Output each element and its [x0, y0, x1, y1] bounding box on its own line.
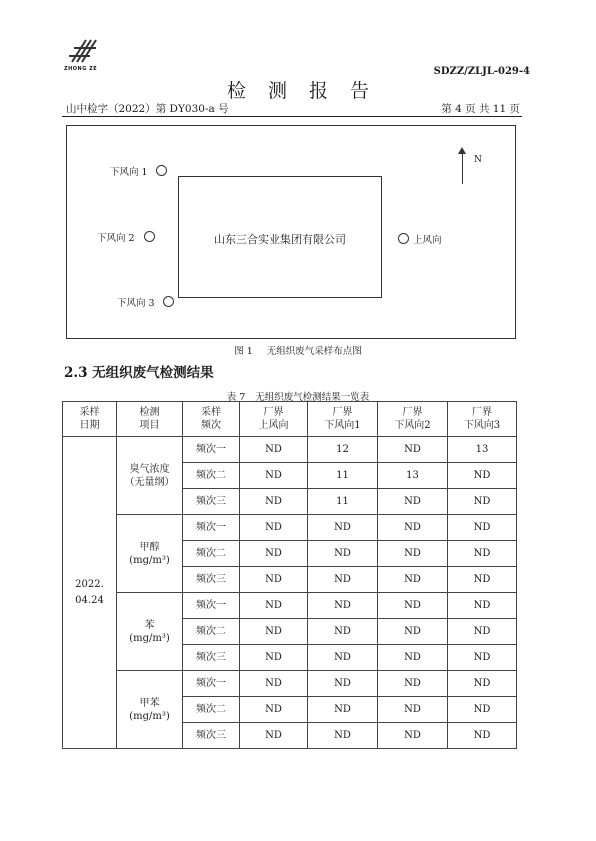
- value-cell: ND: [448, 541, 517, 567]
- logo-text: ZHONG ZE: [64, 66, 98, 72]
- value-cell: ND: [378, 515, 448, 541]
- frequency-cell: 频次二: [183, 697, 240, 723]
- page-title: 检测报告: [226, 80, 391, 102]
- value-cell: 13: [378, 463, 448, 489]
- value-cell: ND: [448, 671, 517, 697]
- value-cell: ND: [448, 515, 517, 541]
- value-cell: ND: [378, 671, 448, 697]
- section-heading: 2.3 无组织废气检测结果: [64, 365, 214, 381]
- value-cell: ND: [240, 645, 308, 671]
- value-cell: ND: [308, 515, 378, 541]
- table-caption-number: 表 7: [226, 392, 246, 403]
- value-cell: ND: [308, 645, 378, 671]
- value-cell: ND: [240, 541, 308, 567]
- value-cell: ND: [378, 593, 448, 619]
- downwind-1-point-icon: [156, 165, 167, 176]
- value-cell: 12: [308, 437, 378, 463]
- header-downwind-2: 厂界 下风向2: [378, 402, 448, 437]
- value-cell: 11: [308, 463, 378, 489]
- value-cell: ND: [308, 671, 378, 697]
- item-cell: 臭气浓度 （无量纲）: [117, 437, 183, 515]
- value-cell: ND: [378, 697, 448, 723]
- plant-name: 山东三合实业集团有限公司: [214, 233, 346, 246]
- value-cell: ND: [308, 697, 378, 723]
- value-cell: ND: [448, 619, 517, 645]
- value-cell: ND: [378, 723, 448, 749]
- frequency-cell: 频次一: [183, 437, 240, 463]
- north-arrow-shaft: [462, 151, 463, 184]
- figure-caption-number: 图 1: [234, 346, 253, 357]
- value-cell: ND: [378, 645, 448, 671]
- value-cell: ND: [240, 567, 308, 593]
- value-cell: ND: [240, 619, 308, 645]
- table-caption-text: 无组织废气检测结果一览表: [255, 392, 370, 403]
- value-cell: ND: [308, 593, 378, 619]
- header-frequency: 采样 频次: [183, 402, 240, 437]
- upwind-label: 上风向: [413, 235, 442, 246]
- figure-caption: [0, 343, 596, 357]
- value-cell: ND: [378, 437, 448, 463]
- value-cell: ND: [240, 671, 308, 697]
- value-cell: 13: [448, 437, 517, 463]
- value-cell: ND: [448, 593, 517, 619]
- value-cell: ND: [378, 541, 448, 567]
- table-row: [63, 515, 517, 541]
- value-cell: ND: [378, 567, 448, 593]
- value-cell: ND: [308, 541, 378, 567]
- downwind-2-label: 下风向 2: [97, 233, 135, 244]
- item-cell: 甲醇 (mg/m³): [117, 515, 183, 593]
- value-cell: ND: [378, 619, 448, 645]
- frequency-cell: 频次三: [183, 645, 240, 671]
- report-number: 山中检字（2022）第 DY030-a 号: [66, 103, 229, 115]
- value-cell: ND: [448, 489, 517, 515]
- zhongze-logo-icon: [66, 34, 100, 64]
- document-code: SDZZ/ZLJL-029-4: [433, 66, 530, 77]
- north-label: N: [474, 155, 482, 165]
- value-cell: ND: [448, 463, 517, 489]
- figure-caption-text: 无组织废气采样布点图: [266, 346, 362, 357]
- value-cell: ND: [378, 489, 448, 515]
- value-cell: ND: [308, 619, 378, 645]
- frequency-cell: 频次三: [183, 723, 240, 749]
- header-downwind-1: 厂界 下风向1: [308, 402, 378, 437]
- value-cell: ND: [448, 567, 517, 593]
- item-cell: 甲苯 (mg/m³): [117, 671, 183, 749]
- value-cell: ND: [240, 723, 308, 749]
- header-rule: [62, 116, 522, 117]
- value-cell: ND: [448, 697, 517, 723]
- table-header-row: [63, 402, 517, 437]
- results-table: [62, 401, 517, 749]
- frequency-cell: 频次二: [183, 619, 240, 645]
- downwind-2-point-icon: [144, 231, 155, 242]
- value-cell: ND: [308, 567, 378, 593]
- value-cell: ND: [240, 463, 308, 489]
- value-cell: ND: [240, 697, 308, 723]
- value-cell: ND: [240, 437, 308, 463]
- sampling-date-cell: 2022. 04.24: [63, 437, 117, 749]
- frequency-cell: 频次一: [183, 593, 240, 619]
- value-cell: ND: [240, 489, 308, 515]
- value-cell: 11: [308, 489, 378, 515]
- value-cell: ND: [448, 723, 517, 749]
- table-row: [63, 671, 517, 697]
- header-downwind-3: 厂界 下风向3: [448, 402, 517, 437]
- page-number: 第 4 页 共 11 页: [441, 103, 520, 115]
- downwind-3-label: 下风向 3: [117, 298, 155, 309]
- upwind-point-icon: [398, 233, 409, 244]
- frequency-cell: 频次一: [183, 671, 240, 697]
- table-row: [63, 593, 517, 619]
- value-cell: ND: [240, 593, 308, 619]
- frequency-cell: 频次二: [183, 463, 240, 489]
- downwind-1-label: 下风向 1: [110, 167, 148, 178]
- frequency-cell: 频次一: [183, 515, 240, 541]
- header-date: 采样 日期: [63, 402, 117, 437]
- value-cell: ND: [448, 645, 517, 671]
- value-cell: ND: [308, 723, 378, 749]
- header-item: 检测 项目: [117, 402, 183, 437]
- header-upwind: 厂界 上风向: [240, 402, 308, 437]
- frequency-cell: 频次三: [183, 489, 240, 515]
- item-cell: 苯 (mg/m³): [117, 593, 183, 671]
- table-row: [63, 437, 517, 463]
- value-cell: ND: [240, 515, 308, 541]
- downwind-3-point-icon: [163, 296, 174, 307]
- frequency-cell: 频次三: [183, 567, 240, 593]
- frequency-cell: 频次二: [183, 541, 240, 567]
